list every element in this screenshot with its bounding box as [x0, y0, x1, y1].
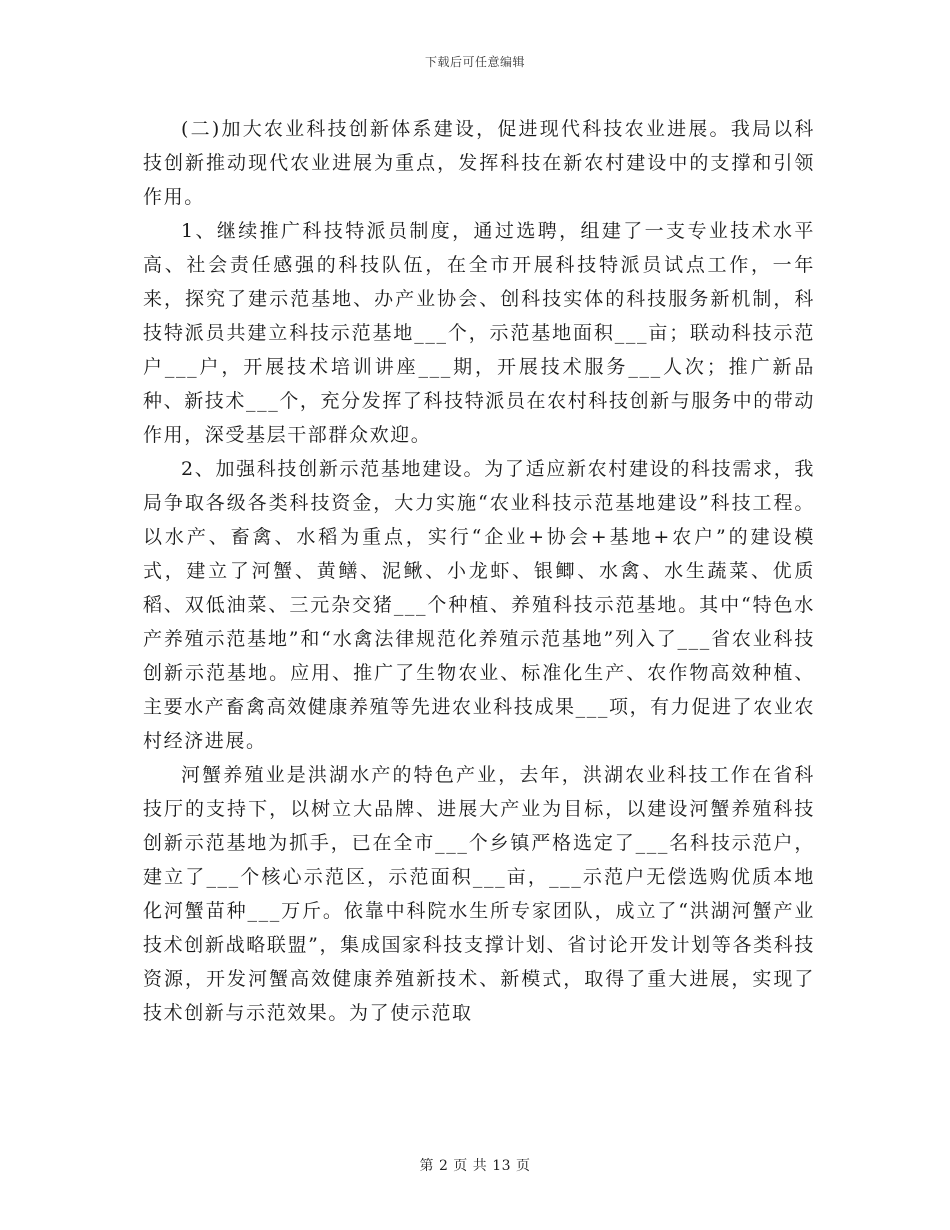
- paragraph-section-two: (二)加大农业科技创新体系建设，促进现代科技农业进展。我局以科技创新推动现代农业进展为重点，发挥科技在新农村建设中的支撑和引领作用。: [143, 118, 815, 208]
- paragraph-crab-industry: 河蟹养殖业是洪湖水产的特色产业，去年，洪湖农业科技工作在省科技厅的支持下，以树立大品牌、进展大产业为目标，以建设河蟹养殖科技创新示范基地为抓手，已在全市___个乡镇严格选定了___名科技示范户，建立了___个核心示范区，示范面积___亩，___示范户无偿选购优质本地化河蟹苗种___万斤。依靠中科院水生所专家团队，成立了“洪湖河蟹产业技术创新战略联盟”，集成国家科技支撑计划、省讨论开发计划等各类科技资源，开发河蟹高效健康养殖新技术、新模式，取得了重大进展，实现了技术创新与示范效果。为了使示范取: [143, 764, 815, 1024]
- paragraph-item-one: 1、继续推广科技特派员制度，通过选聘，组建了一支专业技术水平高、社会责任感强的科技队伍，在全市开展科技特派员试点工作，一年来，探究了建示范基地、办产业协会、创科技实体的科技服务新机制，科技特派员共建立科技示范基地___个，示范基地面积___亩；联动科技示范户___户，开展技术培训讲座___期，开展技术服务___人次；推广新品种、新技术___个，充分发挥了科技特派员在农村科技创新与服务中的带动作用，深受基层干部群众欢迎。: [143, 220, 815, 446]
- header-note: 下载后可任意编辑: [424, 55, 525, 69]
- document-body: [143, 112, 815, 1030]
- paragraph-item-two: 2、加强科技创新示范基地建设。为了适应新农村建设的科技需求，我局争取各级各类科技资金，大力实施“农业科技示范基地建设”科技工程。以水产、畜禽、水稻为重点，实行“企业+协会+基地+农户”的建设模式，建立了河蟹、黄鳝、泥鳅、小龙虾、银鲫、水禽、水生蔬菜、优质稻、双低油菜、三元杂交猪___个种植、养殖科技示范基地。其中“特色水产养殖示范基地”和“水禽法律规范化养殖示范基地”列入了___省农业科技创新示范基地。应用、推广了生物农业、标准化生产、农作物高效种植、主要水产畜禽高效健康养殖等先进农业科技成果___项，有力促进了农业农村经济进展。: [143, 458, 815, 752]
- page-number: 第 2 页 共 13 页: [419, 1158, 531, 1174]
